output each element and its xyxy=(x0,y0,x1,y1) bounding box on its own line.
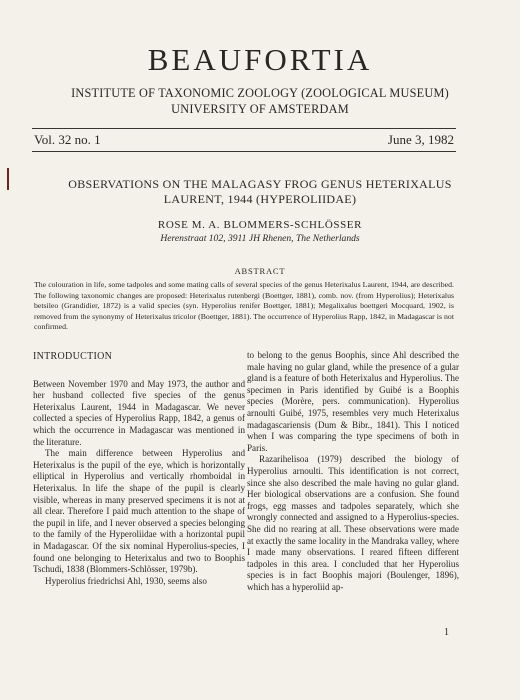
margin-mark xyxy=(7,168,9,190)
author-name: ROSE M. A. BLOMMERS-SCHLÖSSER xyxy=(157,219,363,231)
issue-line xyxy=(34,132,454,148)
journal-title: BEAUFORTIA xyxy=(147,42,373,77)
institute-block xyxy=(0,85,520,117)
right-column xyxy=(247,350,459,593)
header-rule-top xyxy=(32,128,456,129)
paragraph: to belong to the genus Boophis, since Ahl described the male having no gular gland, while the presence of a gular gland is a feature of both Heterixalus and Hyperolius. The specimen in Paris identified by Guibé is a Boophis species (Morère, pers. communication). Hyperolius arnoulti Guibé, 1975, resembles very much Heterixalus madagascariensis (Dum & Bibr., 1841). This I noticed when I was comparing the type specimens of both in Paris. xyxy=(247,350,459,453)
publication-date: June 3, 1982 xyxy=(387,132,454,147)
paragraph: Hyperolius friedrichsi Ahl, 1930, seems also xyxy=(45,575,207,586)
university-name: UNIVERSITY OF AMSTERDAM xyxy=(171,102,349,116)
paragraph: The main difference between Hyperolius and Heterixalus is the pupil of the eye, which is horizontally elliptical in Hyperolius and vertically rhomboidal in Heterixalus. In life the shape of the pupil is clearly visible, whereas in many preserved specimens it is not at all clear. Therefore I paid much attention to the shape of the pupil in life, and I never observed a species belonging to the family of the Hyperoliidae with a horizontal pupil in Madagascar. Of the six nominal Hyperolius-species, I found one belonging to Heterixalus and two to Boophis Tschudi, 1838 (Blommers-Schlösser, 1979b). xyxy=(33,448,245,575)
abstract-heading: ABSTRACT xyxy=(234,266,286,276)
author-address: Herenstraat 102, 3911 JH Rhenen, The Netherlands xyxy=(160,233,360,244)
header-rule-bottom xyxy=(32,151,456,152)
article-title-line: LAURENT, 1944 (HYPEROLIIDAE) xyxy=(163,192,357,206)
institute-name: INSTITUTE OF TAXONOMIC ZOOLOGY (ZOOLOGICAL MUSEUM) xyxy=(71,86,449,100)
paragraph: Razarihelisoa (1979) described the biology of Hyperolius arnoulti. This identification is not correct, since she also described the male having no gular gland. Her biological observations are a confusion. She found frogs, egg masses and tadpoles separately, which she wrongly connected and assigned to a Hyperolius-species. She did no rearing at all. These observations were made at exactly the same locality in the Mandraka valley, where I made many observations. I reared fifteen different tadpoles in this area. I concluded that her Hyperolius species is in fact Boophis majori (Boulenger, 1896), which has a hyperoliid ap- xyxy=(247,454,459,592)
article-title-line: OBSERVATIONS ON THE MALAGASY FROG GENUS HETERIXALUS xyxy=(68,177,452,191)
page-number: 1 xyxy=(444,627,449,638)
left-column xyxy=(33,351,245,587)
volume-number: Vol. 32 no. 1 xyxy=(34,132,101,147)
abstract-text: The colouration in life, some tadpoles and some mating calls of several species of the genus Heterixalus Laurent, 1944, are described. The following taxonomic changes are proposed: Heterixalus rutenbergi (Boettger, 1881), comb. nov. (from Hyperolius); Heterixalus betsileo (Grandidier, 1872) is a valid species (syn. Hyperolius renifer Boettger, 1881); Megalixalus boettgeri Mocquard, 1902, is removed from the synonymy of Heterixalus tricolor (Boettger, 1881). The occurrence of Hyperolius Rapp, 1842, in Madagascar is not confirmed. xyxy=(34,280,454,331)
paragraph: Between November 1970 and May 1973, the author and her husband collected five species of the genus Heterixalus Laurent, 1944 in Madagascar. We never collected a species of Hyperolius Rapp, 1842, a genus of which the occurrence in Madagascar was mentioned in the literature. xyxy=(33,378,245,447)
section-heading: INTRODUCTION xyxy=(33,351,113,362)
article-title xyxy=(40,177,480,207)
